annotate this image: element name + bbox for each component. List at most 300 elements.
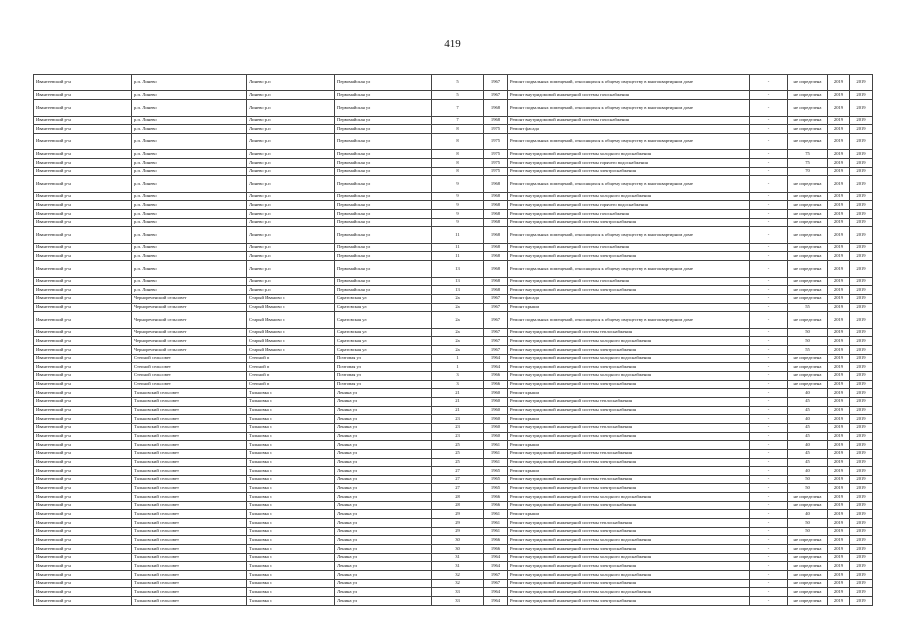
work-type-cell: Ремонт внутридомовой инженерной системы холодного водоснабжения	[508, 150, 750, 159]
settlement-cell: Степной сельсовет	[132, 380, 247, 389]
start-year-cell: 2019	[828, 484, 850, 493]
dash-cell: -	[750, 354, 788, 363]
dash-cell: -	[750, 588, 788, 597]
year-cell: 1961	[484, 510, 508, 519]
start-year-cell: 2019	[828, 397, 850, 406]
work-type-cell: Ремонт подвальных помещений, относящихся к общему имуществу в многоквартирном доме	[508, 227, 750, 243]
district-cell: Ивантеевский р-н	[34, 125, 132, 134]
work-type-cell: Ремонт подвальных помещений, относящихся к общему имуществу в многоквартирном доме	[508, 176, 750, 192]
work-type-cell: Ремонт внутридомовой инженерной системы горячего водоснабжения	[508, 201, 750, 210]
year-cell: 1968	[484, 100, 508, 116]
street-cell: Ленина ул	[335, 415, 432, 424]
settlement-cell: р.п. Линево	[132, 176, 247, 192]
table-row	[34, 579, 873, 588]
work-type-cell: Ремонт внутридомовой инженерной системы электроснабжения	[508, 501, 750, 510]
locality-cell: Линево р.п	[247, 158, 335, 167]
cost-cell: 40	[788, 389, 828, 398]
district-cell: Ивантеевский р-н	[34, 176, 132, 192]
end-year-cell: 2019	[850, 312, 873, 328]
start-year-cell: 2019	[828, 510, 850, 519]
end-year-cell: 2019	[850, 432, 873, 441]
cost-cell: не определена	[788, 261, 828, 277]
settlement-cell: Тальковский сельсовет	[132, 441, 247, 450]
start-year-cell: 2019	[828, 100, 850, 116]
cost-cell: не определена	[788, 100, 828, 116]
settlement-cell: Тальковский сельсовет	[132, 423, 247, 432]
work-type-cell: Ремонт внутридомовой инженерной системы теплоснабжения	[508, 328, 750, 337]
street-cell: Саратовская ул	[335, 345, 432, 354]
house-cell: 2а	[432, 337, 484, 346]
district-cell: Ивантеевский р-н	[34, 218, 132, 227]
locality-cell: Тальковка с	[247, 415, 335, 424]
table-row	[34, 100, 873, 116]
street-cell: Ленина ул	[335, 510, 432, 519]
house-cell: 1	[432, 354, 484, 363]
settlement-cell: р.п. Линево	[132, 210, 247, 219]
locality-cell: Тальковка с	[247, 553, 335, 562]
year-cell: 1975	[484, 167, 508, 176]
district-cell: Ивантеевский р-н	[34, 294, 132, 303]
table-row	[34, 423, 873, 432]
cost-cell: не определена	[788, 252, 828, 261]
house-cell: 32	[432, 571, 484, 580]
start-year-cell: 2019	[828, 294, 850, 303]
table-row	[34, 441, 873, 450]
locality-cell: Линево р.п	[247, 75, 335, 91]
cost-cell: не определена	[788, 501, 828, 510]
year-cell: 1961	[484, 441, 508, 450]
start-year-cell: 2019	[828, 303, 850, 312]
street-cell: Ленина ул	[335, 519, 432, 528]
street-cell: Ленина ул	[335, 441, 432, 450]
street-cell: Ленина ул	[335, 501, 432, 510]
street-cell: Ленина ул	[335, 484, 432, 493]
house-cell: 2а	[432, 312, 484, 328]
work-type-cell: Ремонт внутридомовой инженерной системы холодного водоснабжения	[508, 337, 750, 346]
district-cell: Ивантеевский р-н	[34, 312, 132, 328]
settlement-cell: Чернореченский сельсовет	[132, 345, 247, 354]
year-cell: 1961	[484, 519, 508, 528]
house-cell: 33	[432, 588, 484, 597]
locality-cell: Старый Иваново с	[247, 312, 335, 328]
dash-cell: -	[750, 328, 788, 337]
cost-cell: не определена	[788, 380, 828, 389]
start-year-cell: 2019	[828, 501, 850, 510]
end-year-cell: 2019	[850, 286, 873, 295]
district-cell: Ивантеевский р-н	[34, 210, 132, 219]
locality-cell: Линево р.п	[247, 252, 335, 261]
end-year-cell: 2019	[850, 345, 873, 354]
start-year-cell: 2019	[828, 210, 850, 219]
start-year-cell: 2019	[828, 158, 850, 167]
settlement-cell: Тальковский сельсовет	[132, 493, 247, 502]
locality-cell: Линево р.п	[247, 91, 335, 100]
dash-cell: -	[750, 363, 788, 372]
end-year-cell: 2019	[850, 389, 873, 398]
dash-cell: -	[750, 75, 788, 91]
end-year-cell: 2019	[850, 116, 873, 125]
end-year-cell: 2019	[850, 397, 873, 406]
dash-cell: -	[750, 467, 788, 476]
year-cell: 1967	[484, 75, 508, 91]
dash-cell: -	[750, 227, 788, 243]
settlement-cell: р.п. Линево	[132, 125, 247, 134]
street-cell: Первомайская ул	[335, 176, 432, 192]
work-type-cell: Ремонт внутридомовой инженерной системы электроснабжения	[508, 432, 750, 441]
cost-cell: не определена	[788, 371, 828, 380]
start-year-cell: 2019	[828, 597, 850, 606]
table-row	[34, 519, 873, 528]
locality-cell: Тальковка с	[247, 441, 335, 450]
end-year-cell: 2019	[850, 176, 873, 192]
end-year-cell: 2019	[850, 588, 873, 597]
year-cell: 1975	[484, 133, 508, 149]
cost-cell: не определена	[788, 75, 828, 91]
year-cell: 1966	[484, 493, 508, 502]
dash-cell: -	[750, 579, 788, 588]
district-cell: Ивантеевский р-н	[34, 150, 132, 159]
district-cell: Ивантеевский р-н	[34, 545, 132, 554]
start-year-cell: 2019	[828, 201, 850, 210]
end-year-cell: 2019	[850, 294, 873, 303]
settlement-cell: р.п. Линево	[132, 91, 247, 100]
street-cell: Ленина ул	[335, 449, 432, 458]
table-row	[34, 527, 873, 536]
start-year-cell: 2019	[828, 354, 850, 363]
locality-cell: Тальковка с	[247, 484, 335, 493]
cost-cell: не определена	[788, 579, 828, 588]
locality-cell: Линево р.п	[247, 116, 335, 125]
work-type-cell: Ремонт внутридомовой инженерной системы газоснабжения	[508, 277, 750, 286]
start-year-cell: 2019	[828, 218, 850, 227]
year-cell: 1967	[484, 294, 508, 303]
dash-cell: -	[750, 415, 788, 424]
start-year-cell: 2019	[828, 176, 850, 192]
dash-cell: -	[750, 510, 788, 519]
start-year-cell: 2019	[828, 312, 850, 328]
end-year-cell: 2019	[850, 167, 873, 176]
dash-cell: -	[750, 125, 788, 134]
start-year-cell: 2019	[828, 441, 850, 450]
locality-cell: Линево р.п	[247, 243, 335, 252]
house-cell: 32	[432, 579, 484, 588]
settlement-cell: Тальковский сельсовет	[132, 510, 247, 519]
locality-cell: Тальковка с	[247, 458, 335, 467]
house-cell: 13	[432, 277, 484, 286]
settlement-cell: Тальковский сельсовет	[132, 432, 247, 441]
table-row	[34, 501, 873, 510]
house-cell: 3	[432, 380, 484, 389]
end-year-cell: 2019	[850, 125, 873, 134]
work-type-cell: Ремонт внутридомовой инженерной системы холодного водоснабжения	[508, 354, 750, 363]
cost-cell: 55	[788, 345, 828, 354]
table-row	[34, 571, 873, 580]
work-type-cell: Ремонт внутридомовой инженерной системы электроснабжения	[508, 363, 750, 372]
table-row	[34, 294, 873, 303]
locality-cell: Тальковка с	[247, 389, 335, 398]
street-cell: Ленина ул	[335, 588, 432, 597]
dash-cell: -	[750, 597, 788, 606]
start-year-cell: 2019	[828, 277, 850, 286]
cost-cell: не определена	[788, 125, 828, 134]
house-cell: 2а	[432, 303, 484, 312]
house-cell: 7	[432, 100, 484, 116]
settlement-cell: Тальковский сельсовет	[132, 475, 247, 484]
street-cell: Первомайская ул	[335, 210, 432, 219]
house-cell: 23	[432, 423, 484, 432]
settlement-cell: Тальковский сельсовет	[132, 449, 247, 458]
end-year-cell: 2019	[850, 510, 873, 519]
work-type-cell: Ремонт внутридомовой инженерной системы горячего водоснабжения	[508, 158, 750, 167]
cost-cell: 40	[788, 510, 828, 519]
street-cell: Почтовая ул	[335, 363, 432, 372]
locality-cell: Тальковка с	[247, 597, 335, 606]
dash-cell: -	[750, 345, 788, 354]
year-cell: 1964	[484, 588, 508, 597]
street-cell: Ленина ул	[335, 597, 432, 606]
cost-cell: 45	[788, 432, 828, 441]
start-year-cell: 2019	[828, 475, 850, 484]
cost-cell: не определена	[788, 571, 828, 580]
end-year-cell: 2019	[850, 415, 873, 424]
locality-cell: Тальковка с	[247, 527, 335, 536]
street-cell: Почтовая ул	[335, 380, 432, 389]
year-cell: 1966	[484, 380, 508, 389]
year-cell: 1960	[484, 397, 508, 406]
work-type-cell: Ремонт внутридомовой инженерной системы теплоснабжения	[508, 519, 750, 528]
settlement-cell: Тальковский сельсовет	[132, 415, 247, 424]
locality-cell: Степной п	[247, 363, 335, 372]
settlement-cell: р.п. Линево	[132, 150, 247, 159]
year-cell: 1960	[484, 432, 508, 441]
street-cell: Первомайская ул	[335, 158, 432, 167]
district-cell: Ивантеевский р-н	[34, 227, 132, 243]
year-cell: 1964	[484, 597, 508, 606]
locality-cell: Линево р.п	[247, 133, 335, 149]
end-year-cell: 2019	[850, 458, 873, 467]
locality-cell: Степной п	[247, 354, 335, 363]
cost-cell: не определена	[788, 133, 828, 149]
dash-cell: -	[750, 210, 788, 219]
street-cell: Первомайская ул	[335, 133, 432, 149]
work-type-cell: Ремонт внутридомовой инженерной системы холодного водоснабжения	[508, 371, 750, 380]
end-year-cell: 2019	[850, 527, 873, 536]
dash-cell: -	[750, 150, 788, 159]
dash-cell: -	[750, 562, 788, 571]
table-row	[34, 125, 873, 134]
year-cell: 1961	[484, 527, 508, 536]
house-cell: 3	[432, 371, 484, 380]
settlement-cell: р.п. Линево	[132, 167, 247, 176]
house-cell: 25	[432, 441, 484, 450]
work-type-cell: Ремонт подвальных помещений, относящихся к общему имуществу в многоквартирном доме	[508, 133, 750, 149]
dash-cell: -	[750, 277, 788, 286]
house-cell: 11	[432, 227, 484, 243]
end-year-cell: 2019	[850, 354, 873, 363]
work-type-cell: Ремонт подвальных помещений, относящихся к общему имуществу в многоквартирном доме	[508, 312, 750, 328]
table-row	[34, 363, 873, 372]
year-cell: 1964	[484, 354, 508, 363]
locality-cell: Тальковка с	[247, 423, 335, 432]
locality-cell: Тальковка с	[247, 449, 335, 458]
locality-cell: Старый Иваново с	[247, 303, 335, 312]
table-row	[34, 354, 873, 363]
district-cell: Ивантеевский р-н	[34, 553, 132, 562]
table-row	[34, 406, 873, 415]
work-type-cell: Ремонт крыши	[508, 389, 750, 398]
locality-cell: Тальковка с	[247, 536, 335, 545]
street-cell: Ленина ул	[335, 423, 432, 432]
street-cell: Первомайская ул	[335, 218, 432, 227]
settlement-cell: Тальковский сельсовет	[132, 527, 247, 536]
table-row	[34, 467, 873, 476]
district-cell: Ивантеевский р-н	[34, 133, 132, 149]
street-cell: Ленина ул	[335, 527, 432, 536]
start-year-cell: 2019	[828, 167, 850, 176]
house-cell: 21	[432, 397, 484, 406]
settlement-cell: Тальковский сельсовет	[132, 597, 247, 606]
end-year-cell: 2019	[850, 227, 873, 243]
street-cell: Ленина ул	[335, 579, 432, 588]
house-cell: 8	[432, 133, 484, 149]
dash-cell: -	[750, 218, 788, 227]
locality-cell: Тальковка с	[247, 475, 335, 484]
district-cell: Ивантеевский р-н	[34, 243, 132, 252]
work-type-cell: Ремонт внутридомовой инженерной системы холодного водоснабжения	[508, 571, 750, 580]
end-year-cell: 2019	[850, 597, 873, 606]
work-type-cell: Ремонт внутридомовой инженерной системы электроснабжения	[508, 597, 750, 606]
table-row	[34, 158, 873, 167]
street-cell: Ленина ул	[335, 406, 432, 415]
settlement-cell: Тальковский сельсовет	[132, 519, 247, 528]
district-cell: Ивантеевский р-н	[34, 192, 132, 201]
locality-cell: Старый Иваново с	[247, 328, 335, 337]
locality-cell: Линево р.п	[247, 167, 335, 176]
year-cell: 1964	[484, 363, 508, 372]
house-cell: 29	[432, 527, 484, 536]
cost-cell: не определена	[788, 243, 828, 252]
settlement-cell: Тальковский сельсовет	[132, 545, 247, 554]
locality-cell: Тальковка с	[247, 562, 335, 571]
locality-cell: Тальковка с	[247, 432, 335, 441]
table-row	[34, 345, 873, 354]
settlement-cell: р.п. Линево	[132, 286, 247, 295]
dash-cell: -	[750, 371, 788, 380]
cost-cell: не определена	[788, 493, 828, 502]
locality-cell: Тальковка с	[247, 519, 335, 528]
district-cell: Ивантеевский р-н	[34, 354, 132, 363]
district-cell: Ивантеевский р-н	[34, 397, 132, 406]
year-cell: 1967	[484, 312, 508, 328]
dash-cell: -	[750, 158, 788, 167]
house-cell: 27	[432, 475, 484, 484]
year-cell: 1966	[484, 536, 508, 545]
table-row	[34, 218, 873, 227]
settlement-cell: Тальковский сельсовет	[132, 389, 247, 398]
year-cell: 1968	[484, 286, 508, 295]
district-cell: Ивантеевский р-н	[34, 458, 132, 467]
locality-cell: Линево р.п	[247, 176, 335, 192]
work-type-cell: Ремонт внутридомовой инженерной системы электроснабжения	[508, 380, 750, 389]
street-cell: Первомайская ул	[335, 261, 432, 277]
year-cell: 1968	[484, 116, 508, 125]
cost-cell: не определена	[788, 354, 828, 363]
locality-cell: Тальковка с	[247, 501, 335, 510]
settlement-cell: Степной сельсовет	[132, 363, 247, 372]
year-cell: 1966	[484, 371, 508, 380]
end-year-cell: 2019	[850, 303, 873, 312]
district-cell: Ивантеевский р-н	[34, 501, 132, 510]
district-cell: Ивантеевский р-н	[34, 519, 132, 528]
end-year-cell: 2019	[850, 91, 873, 100]
cost-cell: 40	[788, 415, 828, 424]
settlement-cell: Тальковский сельсовет	[132, 484, 247, 493]
house-cell: 11	[432, 243, 484, 252]
dash-cell: -	[750, 449, 788, 458]
start-year-cell: 2019	[828, 406, 850, 415]
house-cell: 31	[432, 562, 484, 571]
locality-cell: Линево р.п	[247, 150, 335, 159]
cost-cell: 50	[788, 337, 828, 346]
table-row	[34, 133, 873, 149]
street-cell: Первомайская ул	[335, 277, 432, 286]
cost-cell: 45	[788, 406, 828, 415]
house-cell: 23	[432, 415, 484, 424]
settlement-cell: Тальковский сельсовет	[132, 406, 247, 415]
end-year-cell: 2019	[850, 449, 873, 458]
table-row	[34, 484, 873, 493]
settlement-cell: Тальковский сельсовет	[132, 458, 247, 467]
table-row	[34, 493, 873, 502]
street-cell: Первомайская ул	[335, 75, 432, 91]
dash-cell: -	[750, 519, 788, 528]
end-year-cell: 2019	[850, 210, 873, 219]
district-cell: Ивантеевский р-н	[34, 579, 132, 588]
settlement-cell: Тальковский сельсовет	[132, 553, 247, 562]
end-year-cell: 2019	[850, 150, 873, 159]
house-cell: 29	[432, 510, 484, 519]
year-cell: 1968	[484, 243, 508, 252]
start-year-cell: 2019	[828, 125, 850, 134]
house-cell: 1	[432, 363, 484, 372]
district-cell: Ивантеевский р-н	[34, 100, 132, 116]
street-cell: Первомайская ул	[335, 286, 432, 295]
dash-cell: -	[750, 91, 788, 100]
district-cell: Ивантеевский р-н	[34, 363, 132, 372]
work-type-cell: Ремонт внутридомовой инженерной системы теплоснабжения	[508, 397, 750, 406]
start-year-cell: 2019	[828, 432, 850, 441]
start-year-cell: 2019	[828, 588, 850, 597]
start-year-cell: 2019	[828, 519, 850, 528]
settlement-cell: р.п. Линево	[132, 133, 247, 149]
table-row	[34, 545, 873, 554]
locality-cell: Тальковка с	[247, 588, 335, 597]
year-cell: 1968	[484, 201, 508, 210]
end-year-cell: 2019	[850, 371, 873, 380]
end-year-cell: 2019	[850, 277, 873, 286]
table-row	[34, 201, 873, 210]
settlement-cell: р.п. Линево	[132, 243, 247, 252]
end-year-cell: 2019	[850, 100, 873, 116]
table-row	[34, 562, 873, 571]
district-cell: Ивантеевский р-н	[34, 406, 132, 415]
settlement-cell: Чернореченский сельсовет	[132, 337, 247, 346]
year-cell: 1967	[484, 91, 508, 100]
end-year-cell: 2019	[850, 571, 873, 580]
cost-cell: 50	[788, 519, 828, 528]
settlement-cell: р.п. Линево	[132, 227, 247, 243]
end-year-cell: 2019	[850, 261, 873, 277]
